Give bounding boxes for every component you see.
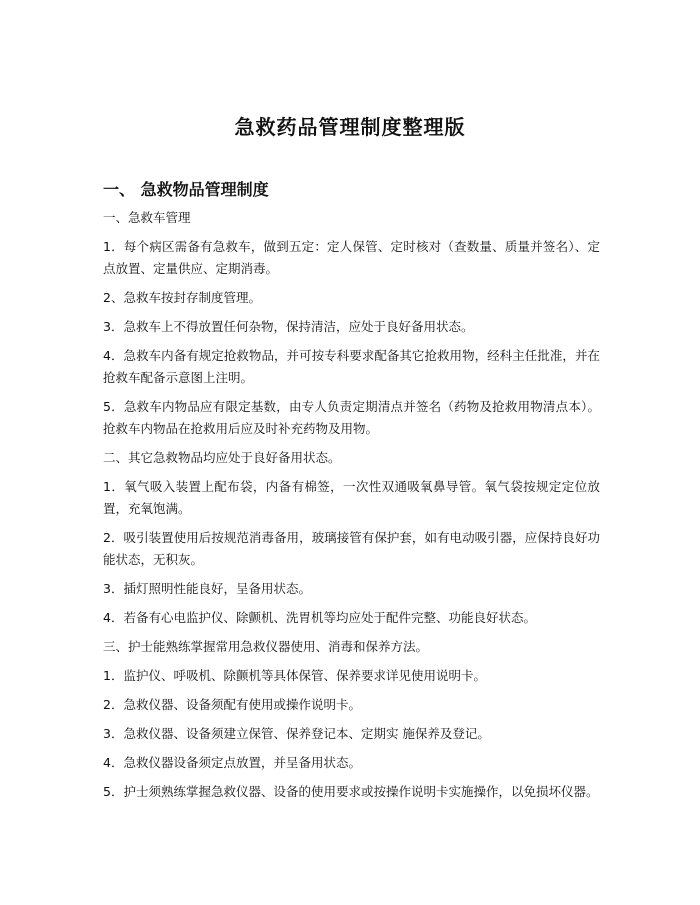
document-title: 急救药品管理制度整理版 <box>234 115 466 139</box>
list-item: 2．吸引装置使用后按规范消毒备用，玻璃接管有保护套，如有电动吸引器，应保持良好功能状态，无积灰。 <box>103 530 600 567</box>
list-item: 4．若备有心电监护仪、除颤机、洗胃机等均应处于配件完整、功能良好状态。 <box>103 610 536 625</box>
list-item: 4．急救车内备有规定抢救物品，并可按专科要求配备其它抢救用物，经科主任批准，并在抢救车配备示意图上注明。 <box>103 348 600 385</box>
list-item: 3．急救车上不得放置任何杂物，保持清洁，应处于良好备用状态。 <box>103 319 474 334</box>
subsection-heading: 一、急救车管理 <box>103 210 191 225</box>
list-item: 2．急救仪器、设备须配有使用或操作说明卡。 <box>103 697 361 712</box>
list-item: 5．急救车内物品应有限定基数，由专人负责定期清点并签名（药物及抢救用物清点本）。抢救车内物品在抢救用后应及时补充药物及用物。 <box>103 399 600 436</box>
list-item: 2、急救车按封存制度管理。 <box>103 290 261 305</box>
list-item: 5．护士须熟练掌握急救仪器、设备的使用要求或按操作说明卡实施操作，以免损坏仪器。 <box>103 784 599 799</box>
subsection-heading: 二、其它急救物品均应处于良好备用状态。 <box>103 450 341 465</box>
list-item: 1．氧气吸入装置上配布袋，内备有棉签，一次性双通吸氧鼻导管。氧气袋按规定定位放置，充氧饱满。 <box>103 479 600 516</box>
subsection-heading: 三、护士能熟练掌握常用急救仪器使用、消毒和保养方法。 <box>103 639 429 654</box>
list-item: 4．急救仪器设备须定点放置，并呈备用状态。 <box>103 755 361 770</box>
section-body <box>103 207 600 810</box>
list-item: 1．每个病区需备有急救车，做到五定：定人保管、定时核对（查数量、质量并签名）、定点放置、定量供应、定期消毒。 <box>103 239 600 276</box>
section-heading: 一、 急救物品管理制度 <box>103 180 269 199</box>
list-item: 1．监护仪、呼吸机、除颤机等具体保管、保养要求详见使用说明卡。 <box>103 668 486 683</box>
list-item: 3．急救仪器、设备须建立保管、保养登记本、定期实 施保养及登记。 <box>103 726 490 741</box>
list-item: 3．插灯照明性能良好，呈备用状态。 <box>103 581 311 596</box>
